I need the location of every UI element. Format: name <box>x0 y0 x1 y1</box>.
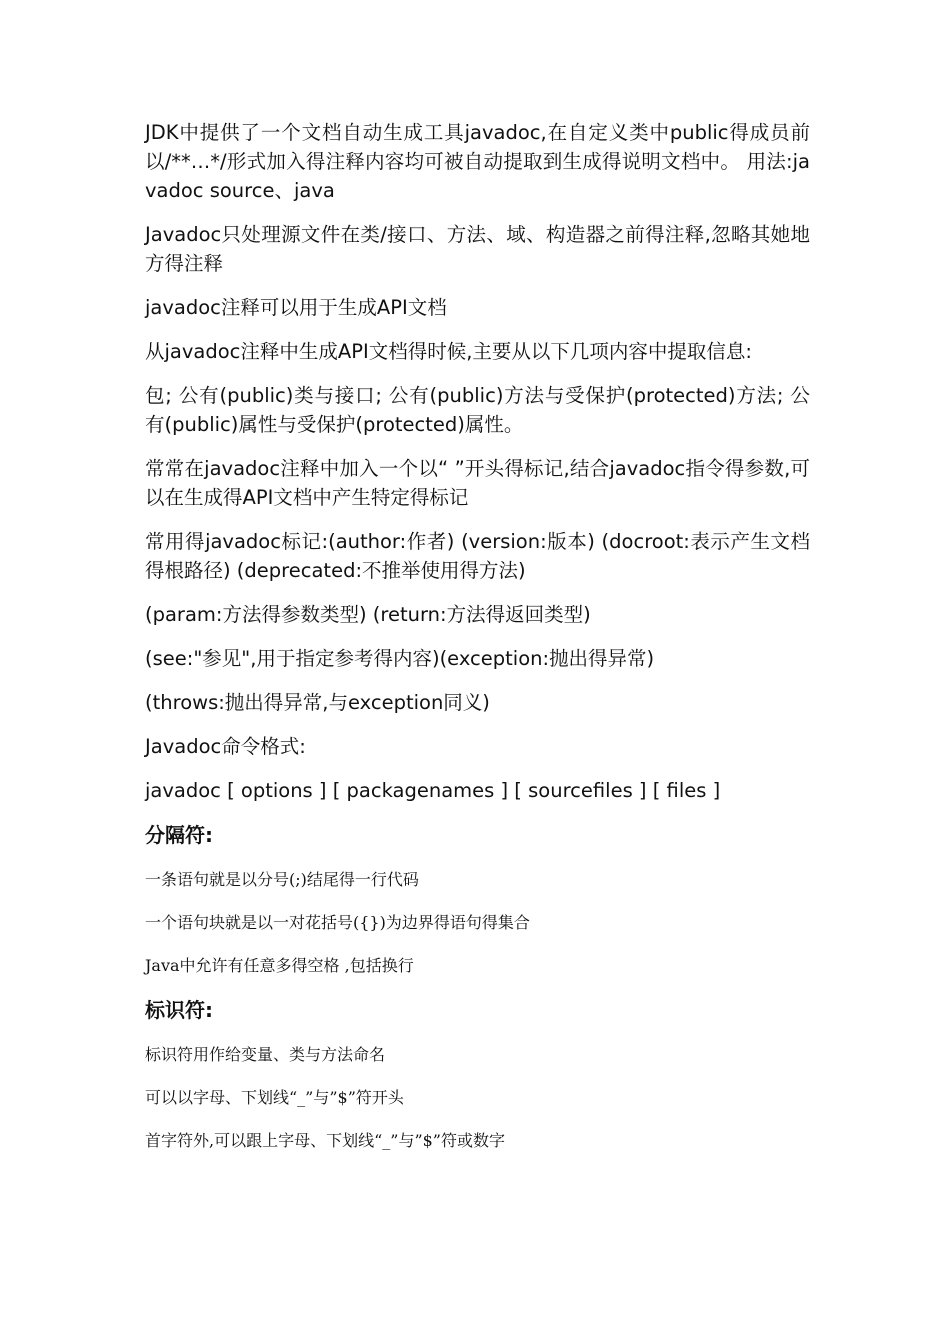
document-body <box>145 118 810 1155</box>
separator-line-whitespace: Java中允许有任意多得空格 ,包括换行 <box>145 956 414 975</box>
separator-line-statement: 一条语句就是以分号(;)结尾得一行代码 <box>145 870 419 889</box>
paragraph-javadoc-tags-intro: 常常在javadoc注释中加入一个以“ ”开头得标记,结合javadoc指令得参数,可以在生成得API文档中产生特定得标记 <box>145 457 810 509</box>
paragraph-javadoc-command-label: Javadoc命令格式: <box>145 735 306 758</box>
identifier-line-start: 可以以字母、下划线“_”与”$”符开头 <box>145 1088 404 1107</box>
paragraph-javadoc-see-exception: (see:"参见",用于指定参考得内容)(exception:抛出得异常) <box>145 647 655 670</box>
identifier-line-usage: 标识符用作给变量、类与方法命名 <box>145 1045 386 1064</box>
heading-separator: 分隔符: <box>145 823 213 847</box>
separator-line-block: 一个语句块就是以一对花括号({})为边界得语句得集合 <box>145 913 530 932</box>
paragraph-javadoc-intro: JDK中提供了一个文档自动生成工具javadoc,在自定义类中public得成员前以/**…*/形式加入得注释内容均可被自动提取到生成得说明文档中。 用法:javadoc source、java <box>145 121 810 202</box>
heading-identifier: 标识符: <box>145 998 213 1022</box>
paragraph-javadoc-items: 包; 公有(public)类与接口; 公有(public)方法与受保护(protected)方法; 公有(public)属性与受保护(protected)属性。 <box>145 384 810 436</box>
paragraph-javadoc-extract: 从javadoc注释中生成API文档得时候,主要从以下几项内容中提取信息: <box>145 340 753 363</box>
paragraph-javadoc-api: javadoc注释可以用于生成API文档 <box>145 296 447 319</box>
paragraph-javadoc-common-tags: 常用得javadoc标记:(author:作者) (version:版本) (docroot:表示产生文档得根路径) (deprecated:不推举使用得方法) <box>145 530 810 582</box>
paragraph-javadoc-throws: (throws:抛出得异常,与exception同义) <box>145 691 490 714</box>
paragraph-javadoc-param-return: (param:方法得参数类型) (return:方法得返回类型) <box>145 603 591 626</box>
paragraph-javadoc-command-syntax: javadoc [ options ] [ packagenames ] [ sourcefiles ] [ files ] <box>145 779 721 802</box>
identifier-line-following: 首字符外,可以跟上字母、下划线“_”与”$”符或数字 <box>145 1131 505 1150</box>
paragraph-javadoc-scope: Javadoc只处理源文件在类/接口、方法、域、构造器之前得注释,忽略其她地方得注释 <box>145 223 810 275</box>
